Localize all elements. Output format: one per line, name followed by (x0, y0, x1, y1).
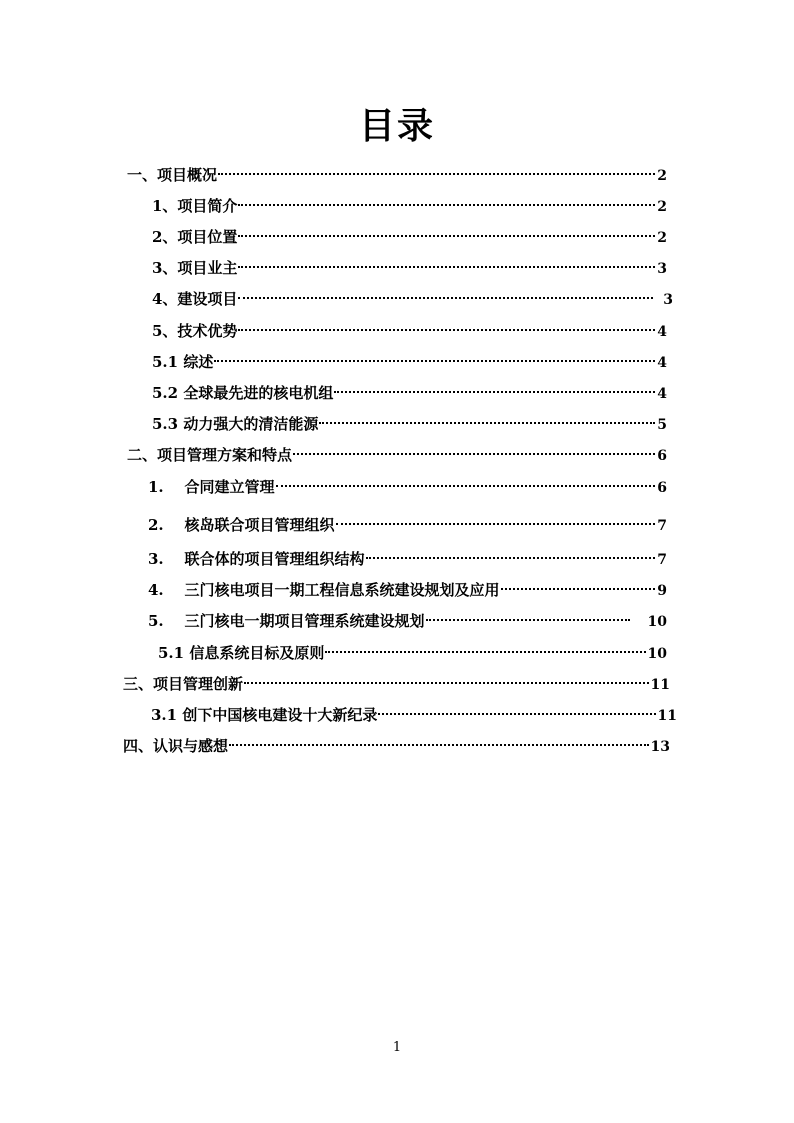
toc-entry-page: 10 (647, 614, 667, 630)
dot-leader (238, 329, 655, 331)
toc-entry-page: 3 (657, 261, 667, 277)
toc-entry-label: 2. 核岛联合项目管理组织 (148, 516, 335, 534)
toc-entry-label: 三、项目管理创新 (123, 675, 244, 693)
toc-entry-1[interactable] (127, 164, 667, 186)
toc-entry-label: 5. 三门核电一期项目管理系统建设规划 (148, 612, 425, 630)
page-number: 1 (392, 1040, 402, 1055)
toc-entry-3-1[interactable] (151, 704, 677, 726)
toc-entry-1-5-1[interactable] (152, 351, 667, 373)
toc-entry-page: 6 (657, 480, 667, 496)
toc-entry-page: 11 (657, 708, 677, 724)
toc-entry-1-5-2[interactable] (152, 382, 667, 404)
toc-entry-page: 4 (657, 386, 667, 402)
toc-entry-label: 2、项目位置 (152, 228, 238, 246)
toc-entry-page: 9 (657, 583, 667, 599)
toc-entry-label: 二、项目管理方案和特点 (127, 446, 293, 464)
toc-entry-label: 4、建设项目 (152, 290, 238, 308)
toc-entry-1-3[interactable] (152, 257, 667, 279)
toc-entry-label: 4. 三门核电项目一期工程信息系统建设规划及应用 (148, 581, 500, 599)
dot-leader (238, 297, 653, 299)
toc-entry-label: 1. 合同建立管理 (148, 478, 275, 496)
dot-leader (501, 588, 655, 590)
toc-entry-page: 4 (657, 324, 667, 340)
toc-entry-label: 5.1 信息系统目标及原则 (158, 644, 325, 662)
toc-entry-label: 一、项目概况 (127, 166, 218, 184)
dot-leader (238, 204, 655, 206)
toc-entry-page: 2 (657, 199, 667, 215)
toc-entry-3[interactable] (123, 673, 670, 695)
toc-entry-label: 5.1 综述 (152, 353, 214, 371)
toc-entry-page: 2 (657, 168, 667, 184)
toc-entry-1-5-3[interactable] (152, 413, 667, 435)
dot-leader (378, 713, 655, 715)
dot-leader (238, 235, 655, 237)
toc-entry-page: 7 (657, 518, 667, 534)
toc-entry-label: 5.2 全球最先进的核电机组 (152, 384, 334, 402)
toc-entry-label: 5.3 动力强大的清洁能源 (152, 415, 319, 433)
toc-entry-2-2[interactable] (148, 514, 667, 536)
dot-leader (293, 453, 655, 455)
dot-leader (218, 173, 655, 175)
dot-leader (366, 557, 655, 559)
toc-entry-page: 2 (657, 230, 667, 246)
dot-leader (319, 422, 655, 424)
dot-leader (214, 360, 655, 362)
dot-leader (426, 619, 630, 621)
toc-entry-label: 5、技术优势 (152, 322, 238, 340)
toc-entry-page: 4 (657, 355, 667, 371)
toc-entry-1-4[interactable] (152, 288, 673, 310)
dot-leader (229, 744, 649, 746)
toc-entry-label: 1、项目简介 (152, 197, 238, 215)
toc-entry-label: 3、项目业主 (152, 259, 238, 277)
toc-entry-4[interactable] (123, 735, 670, 757)
toc-entry-page: 5 (657, 417, 667, 433)
toc-entry-page: 7 (657, 552, 667, 568)
dot-leader (336, 523, 655, 525)
toc-entry-2-5[interactable] (148, 610, 667, 632)
toc-entry-1-2[interactable] (152, 226, 667, 248)
toc-entry-2-5-1[interactable] (158, 642, 667, 664)
toc-title: 目录 (358, 105, 435, 147)
dot-leader (276, 485, 655, 487)
toc-entry-1-1[interactable] (152, 195, 667, 217)
toc-entry-page: 11 (650, 677, 670, 693)
toc-entry-label: 四、认识与感想 (123, 737, 229, 755)
toc-entry-2-1[interactable] (148, 476, 667, 498)
toc-entry-label: 3.1 创下中国核电建设十大新纪录 (151, 706, 378, 724)
dot-leader (244, 682, 649, 684)
toc-entry-2-4[interactable] (148, 579, 667, 601)
toc-entry-page: 10 (647, 646, 667, 662)
toc-entry-page: 6 (657, 448, 667, 464)
toc-entry-2-3[interactable] (148, 548, 667, 570)
toc-entry-1-5[interactable] (152, 320, 667, 342)
toc-entry-label: 3. 联合体的项目管理组织结构 (148, 550, 365, 568)
dot-leader (334, 391, 655, 393)
dot-leader (238, 266, 655, 268)
toc-entry-page: 3 (663, 292, 673, 308)
dot-leader (325, 651, 645, 653)
toc-entry-page: 13 (650, 739, 670, 755)
toc-entry-2[interactable] (127, 444, 667, 466)
